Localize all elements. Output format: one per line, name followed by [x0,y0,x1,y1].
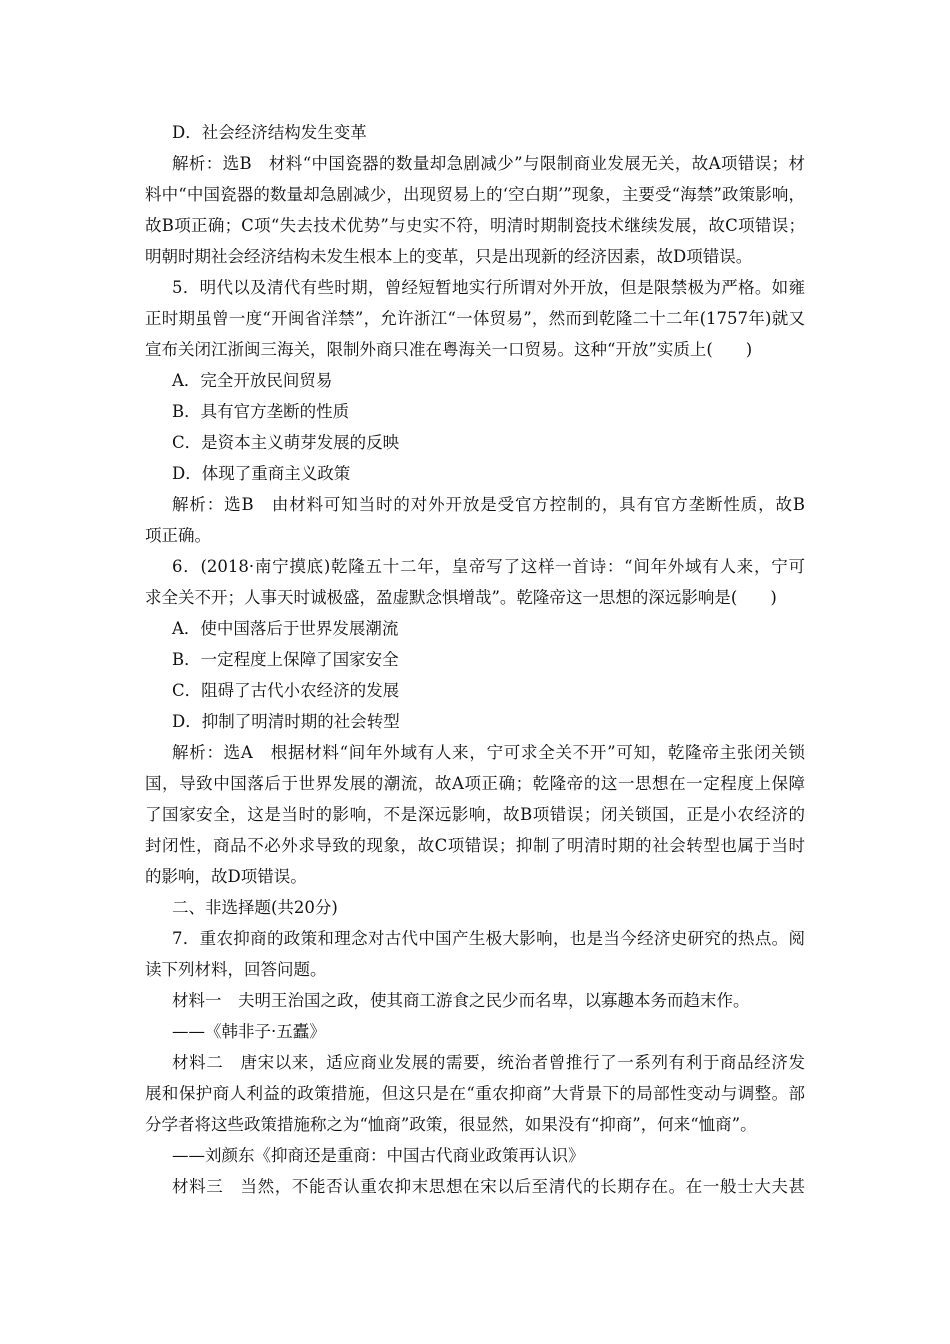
q5-stem-line-1: 5．明代以及清代有些时期，曾经短暂地实行所谓对外开放，但是限禁极为严格。如雍 [172,278,805,297]
q6-analysis-line-1: 解析：选A 根据材料“间年外域有人来，宁可求全关不开”可知，乾隆帝主张闭关锁 [172,743,805,762]
material-2-line-1: 材料二 唐宋以来，适应商业发展的需要，统治者曾推行了一系列有利于商品经济发 [172,1053,805,1072]
q6-analysis-line-4: 封闭性，商品不必外求导致的现象，故C项错误；抑制了明清时期的社会转型也属于当时 [145,836,805,855]
section-heading: 二、非选择题(共20分) [172,898,338,917]
q4-option-d: D．社会经济结构发生变革 [172,123,367,142]
material-2-line-2: 展和保护商人利益的政策措施，但这只是在“重农抑商”大背景下的局部性变动与调整。部 [145,1084,805,1103]
q6-option-c: C．阻碍了古代小农经济的发展 [172,681,400,700]
q6-stem-line-2: 求全关不开；人事天时诚极盛，盈虚默念惧增哉”。乾隆帝这一思想的深远影响是( ) [145,588,777,607]
q5-option-b: B．具有官方垄断的性质 [172,402,350,421]
q5-stem-line-3: 宣布关闭江浙闽三海关，限制外商只准在粤海关一口贸易。这种“开放”实质上( ) [145,340,753,359]
q5-stem-line-2: 正时期虽曾一度“开闽省洋禁”，允许浙江“一体贸易”，然而到乾隆二十二年(1757年)就又 [145,309,805,328]
q5-analysis-line-2: 项正确。 [145,526,211,545]
q6-analysis-line-3: 了国家安全，这是当时的影响，不是深远影响，故B项错误；闭关锁国，正是小农经济的 [145,805,805,824]
q5-option-c: C．是资本主义萌芽发展的反映 [172,433,400,452]
q6-analysis-line-5: 的影响，故D项错误。 [145,867,307,886]
q6-stem-line-1: 6．(2018·南宁摸底)乾隆五十二年，皇帝写了这样一首诗：“间年外域有人来，宁可 [172,557,805,576]
material-1-source: ——《韩非子·五蠹》 [172,1022,326,1041]
q6-analysis-line-2: 国，导致中国落后于世界发展的潮流，故A项正确；乾隆帝的这一思想在一定程度上保障 [145,774,805,793]
q4-analysis-line-1: 解析：选B 材料“中国瓷器的数量却急剧减少”与限制商业发展无关，故A项错误；材 [172,154,805,173]
material-2-line-3: 分学者将这些政策措施称之为“恤商”政策，很显然，如果没有“抑商”，何来“恤商”。 [145,1115,757,1134]
q4-analysis-line-4: 明朝时期社会经济结构未发生根本上的变革，只是出现新的经济因素，故D项错误。 [145,247,753,266]
q4-analysis-line-2: 料中“中国瓷器的数量却急剧减少，出现贸易上的‘空白期’”现象，主要受“海禁”政策影响， [145,185,805,204]
q7-stem-line-1: 7．重农抑商的政策和理念对古代中国产生极大影响，也是当今经济史研究的热点。阅 [172,929,805,948]
q5-option-a: A．完全开放民间贸易 [172,371,333,390]
q6-option-d: D．抑制了明清时期的社会转型 [172,712,400,731]
q7-stem-line-2: 读下列材料，回答问题。 [145,960,327,979]
q6-option-a: A．使中国落后于世界发展潮流 [172,619,399,638]
q5-option-d: D．体现了重商主义政策 [172,464,351,483]
q5-analysis-line-1: 解析：选B 由材料可知当时的对外开放是受官方控制的，具有官方垄断性质，故B [172,495,805,514]
material-2-source: ——刘颜东《抑商还是重商：中国古代商业政策再认识》 [172,1146,585,1165]
material-1-text: 材料一 夫明王治国之政，使其商工游食之民少而名卑，以寡趣本务而趋末作。 [172,991,750,1010]
q6-option-b: B．一定程度上保障了国家安全 [172,650,399,669]
q4-analysis-line-3: 故B项正确；C项“失去技术优势”与史实不符，明清时期制瓷技术继续发展，故C项错误； [145,216,805,235]
material-3-line-1: 材料三 当然，不能否认重农抑末思想在宋以后至清代的长期存在。在一般士大夫甚 [172,1177,805,1196]
